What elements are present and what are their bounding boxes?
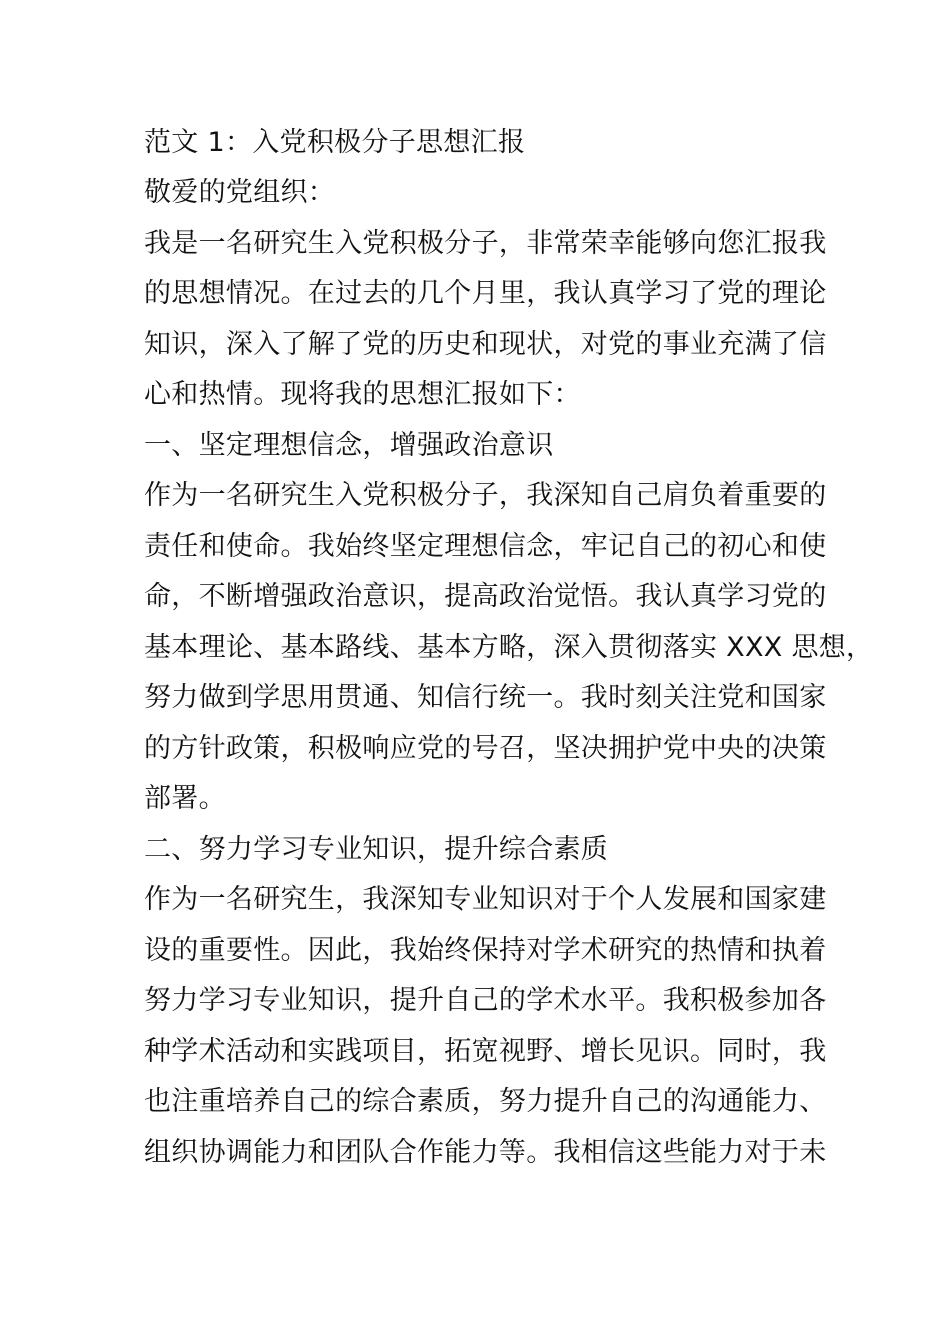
paragraph-line: 作为一名研究生入党积极分子，我深知自己肩负着重要的	[144, 480, 827, 511]
paragraph-line: 设的重要性。因此，我始终保持对学术研究的热情和执着	[144, 935, 827, 966]
salutation: 敬爱的党组织：	[144, 177, 336, 208]
paragraph-line: 知识，深入了解了党的历史和现状，对党的事业充满了信	[144, 329, 827, 360]
paragraph-line: 组织协调能力和团队合作能力等。我相信这些能力对于未	[144, 1137, 827, 1168]
paragraph-line: 也注重培养自己的综合素质，努力提升自己的沟通能力、	[144, 1086, 827, 1117]
paragraph-line: 部署。	[144, 783, 226, 814]
paragraph-line: 我是一名研究生入党积极分子，非常荣幸能够向您汇报我	[144, 228, 827, 259]
section-heading-1: 一、坚定理想信念，增强政治意识	[144, 430, 554, 461]
paragraph-line: 努力做到学思用贯通、知信行统一。我时刻关注党和国家	[144, 682, 827, 713]
paragraph-line: 努力学习专业知识，提升自己的学术水平。我积极参加各	[144, 985, 827, 1016]
section-heading-2: 二、努力学习专业知识，提升综合素质	[144, 834, 609, 865]
paragraph-line: 命，不断增强政治意识，提高政治觉悟。我认真学习党的	[144, 581, 827, 612]
paragraph-line: 的思想情况。在过去的几个月里，我认真学习了党的理论	[144, 278, 827, 309]
paragraph-line: 责任和使命。我始终坚定理想信念，牢记自己的初心和使	[144, 531, 827, 562]
paragraph-line: 作为一名研究生，我深知专业知识对于个人发展和国家建	[144, 884, 827, 915]
paragraph-line: 种学术活动和实践项目，拓宽视野、增长见识。同时，我	[144, 1036, 827, 1067]
paragraph-line: 心和热情。现将我的思想汇报如下：	[144, 379, 581, 410]
paragraph-line: 的方针政策，积极响应党的号召，坚决拥护党中央的决策	[144, 733, 827, 764]
document-title: 范文 1：入党积极分子思想汇报	[144, 127, 526, 158]
paragraph-line: 基本理论、基本路线、基本方略，深入贯彻落实 XXX 思想，	[144, 632, 874, 663]
